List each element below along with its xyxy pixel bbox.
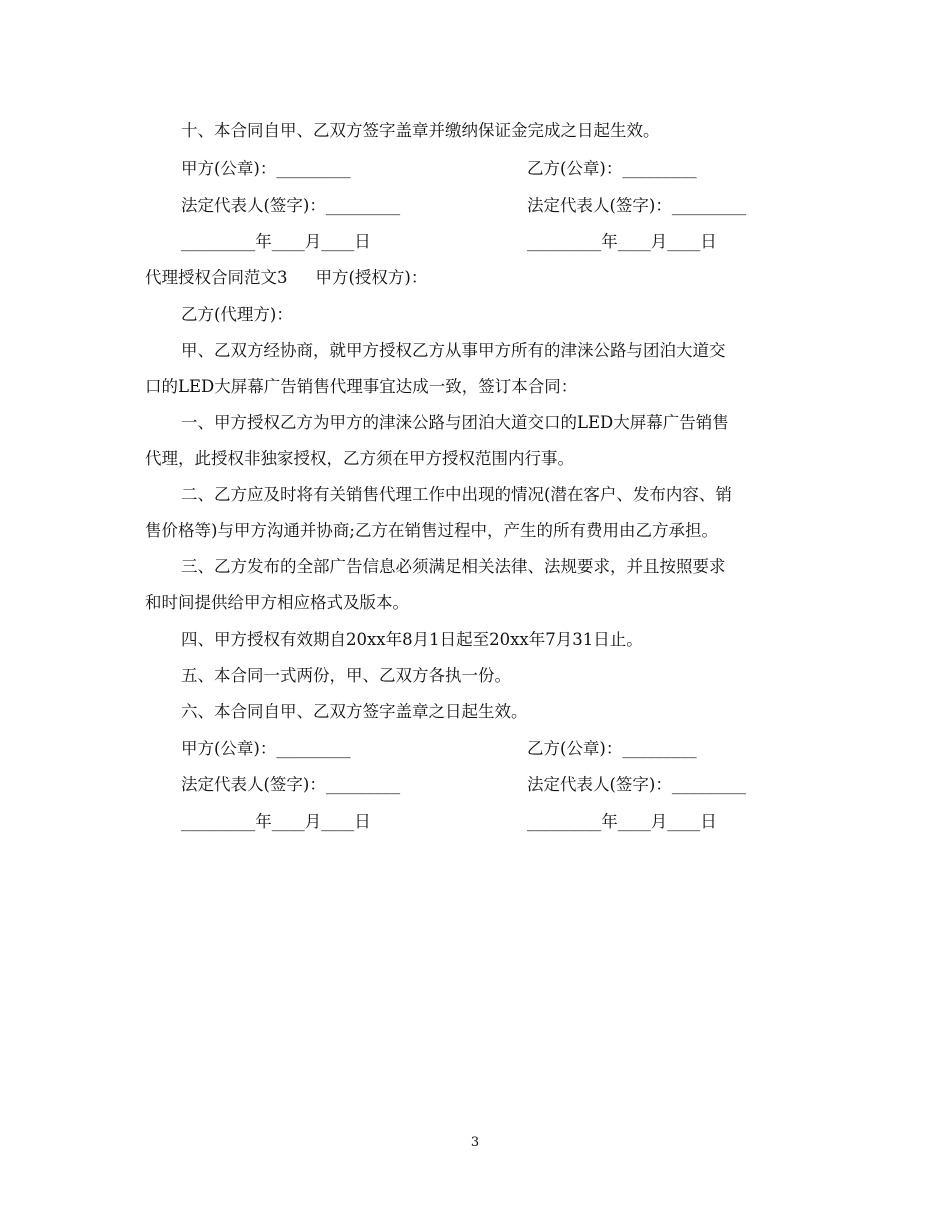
clause-three-line-1: 三、乙方发布的全部广告信息必须满足相关法律、法规要求，并且按照要求 xyxy=(181,557,726,576)
rep-a-1: 法定代表人(签字)：_________ xyxy=(181,196,401,215)
date-a-2: _________年____月____日 xyxy=(181,812,371,831)
rep-b-2: 法定代表人(签字)：_________ xyxy=(527,775,747,794)
page-number: 3 xyxy=(470,1135,480,1150)
clause-four: 四、甲方授权有效期自20xx年8月1日起至20xx年7月31日止。 xyxy=(181,630,643,649)
clause-one-line-1: 一、甲方授权乙方为甲方的津涞公路与团泊大道交口的LED大屏幕广告销售 xyxy=(181,413,729,432)
rep-b-1: 法定代表人(签字)：_________ xyxy=(527,196,747,215)
date-b-2: _________年____月____日 xyxy=(527,812,717,831)
clause-two-line-1: 二、乙方应及时将有关销售代理工作中出现的情况(潜在客户、发布内容、销 xyxy=(181,485,732,504)
clause-two-line-2: 售价格等)与甲方沟通并协商;乙方在销售过程中，产生的所有费用由乙方承担。 xyxy=(145,521,718,540)
party-a-authorizer: 甲方(授权方)： xyxy=(315,268,428,287)
clause-five: 五、本合同一式两份，甲、乙双方各执一份。 xyxy=(181,666,511,685)
section-heading-row xyxy=(145,267,427,289)
clause-three-line-2: 和时间提供给甲方相应格式及版本。 xyxy=(145,593,409,612)
party-b-agent: 乙方(代理方)： xyxy=(181,305,293,324)
rep-a-2: 法定代表人(签字)：_________ xyxy=(181,775,401,794)
party-b-seal-2: 乙方(公章)：_________ xyxy=(527,739,697,758)
date-a-1: _________年____月____日 xyxy=(181,232,371,251)
clause-one-line-2: 代理，此授权非独家授权，乙方须在甲方授权范围内行事。 xyxy=(145,449,574,468)
section-title: 代理授权合同范文3 xyxy=(145,268,288,287)
clause-six: 六、本合同自甲、乙双方签字盖章之日起生效。 xyxy=(181,702,528,721)
date-b-1: _________年____月____日 xyxy=(527,232,717,251)
clause-ten: 十、本合同自甲、乙双方签字盖章并缴纳保证金完成之日起生效。 xyxy=(181,121,660,140)
party-a-seal-2: 甲方(公章)：_________ xyxy=(181,739,351,758)
party-a-seal-1: 甲方(公章)：_________ xyxy=(181,159,351,178)
party-b-seal-1: 乙方(公章)：_________ xyxy=(527,159,697,178)
intro-line-1: 甲、乙双方经协商，就甲方授权乙方从事甲方所有的津涞公路与团泊大道交 xyxy=(181,341,726,360)
intro-line-2: 口的LED大屏幕广告销售代理事宜达成一致，签订本合同： xyxy=(145,377,578,396)
